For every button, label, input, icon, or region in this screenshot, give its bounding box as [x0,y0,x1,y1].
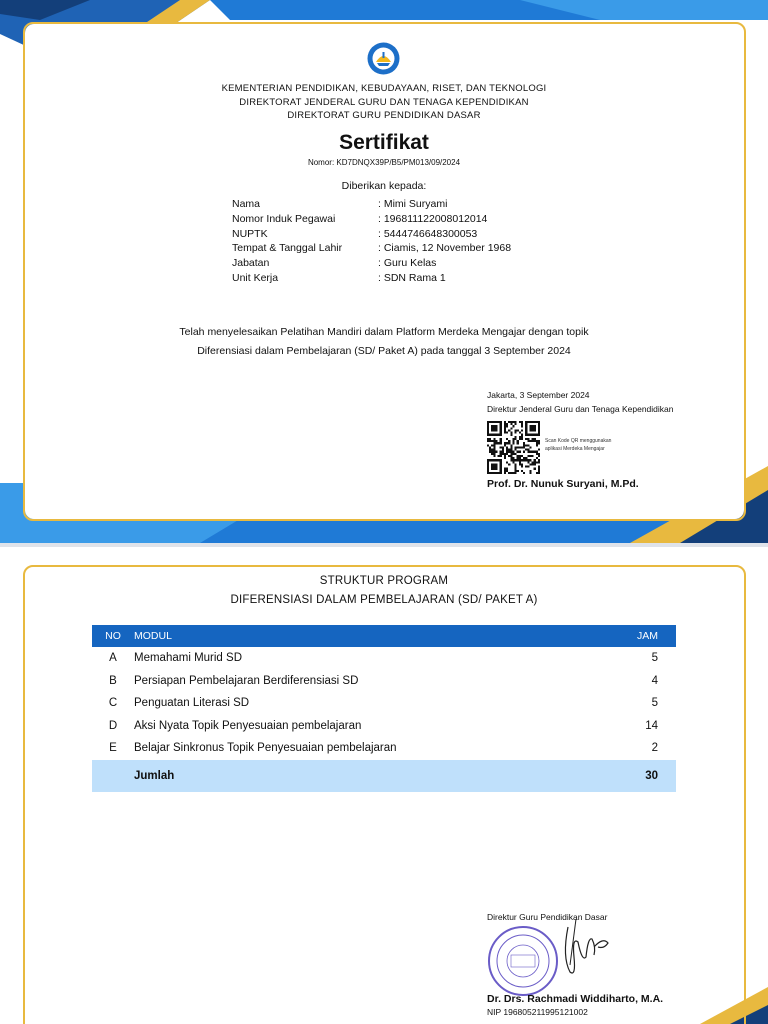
info-row-nuptk [232,228,562,243]
total-label: Jumlah [134,760,608,792]
info-row-jabatan [232,257,562,272]
info-label: NUPTK [232,227,268,240]
info-label: Nomor Induk Pegawai [232,212,336,225]
table-row [92,692,676,715]
info-label: Jabatan [232,257,270,270]
info-row-nama [232,198,562,213]
signer-name-2: Dr. Drs. Rachmadi Widdiharto, M.A. [487,993,664,1005]
row-jam: 5 [651,697,658,710]
info-label: Tempat & Tanggal Lahir [232,242,343,255]
row-jam: 2 [651,742,658,755]
qr-note-line-2: aplikasi Merdeka Mengajar [545,446,605,452]
module-table [92,625,676,792]
description-line-1: Telah menyelesaikan Pelatihan Mandiri dalam Platform Merdeka Mengajar dengan topik [179,326,589,338]
row-no: D [108,719,118,732]
info-label: Nama [232,198,261,210]
info-row-nip [232,213,562,228]
header-modul: MODUL [134,625,608,647]
ministry-logo [367,42,400,75]
table-row [92,647,676,670]
signer-title: Direktur Jenderal Guru dan Tenaga Kependidikan [487,404,674,414]
row-jam: 4 [651,674,658,687]
recipient-info [232,198,562,287]
row-modul: Penguatan Literasi SD [134,697,250,710]
header-no: NO [92,625,134,647]
signer-name: Prof. Dr. Nunuk Suryani, M.Pd. [487,478,639,490]
row-no: A [109,652,117,665]
program-page [0,547,768,1024]
info-value: : Mimi Suryami [378,198,448,210]
info-value: : 196811122008012014 [378,212,488,225]
ministry-line-3: DIREKTORAT GURU PENDIDIKAN DASAR [287,110,481,121]
info-label: Unit Kerja [232,271,279,284]
program-title-1: STRUKTUR PROGRAM [319,575,449,587]
info-value: : 5444746648300053 [378,227,478,240]
total-value: 30 [608,760,676,792]
row-modul: Aksi Nyata Topik Penyesuaian pembelajaran [134,719,362,732]
info-row-birth [232,242,562,257]
info-value: : Guru Kelas [378,257,437,270]
signer-title-2: Direktur Guru Pendidikan Dasar [487,912,608,922]
header-jam: JAM [608,625,676,647]
row-modul: Persiapan Pembelajaran Berdiferensiasi SD [134,674,359,687]
program-title-2: DIFERENSIASI DALAM PEMBELAJARAN (SD/ PAKET A) [230,594,538,606]
given-to-label: Diberikan kepada: [341,180,427,192]
table-row [92,715,676,738]
info-value: : Ciamis, 12 November 1968 [378,242,512,255]
qr-note-line-1: Scan Kode QR menggunakan [545,438,612,444]
certificate-number: Nomor: KD7DNQX39P/B5/PM013/09/2024 [307,158,461,167]
table-row [92,737,676,760]
signer-nip: NIP 196805211995121002 [487,1007,588,1017]
row-jam: 14 [645,719,658,732]
row-modul: Memahami Murid SD [134,652,242,665]
info-value: : SDN Rama 1 [378,271,446,284]
description-line-2: Diferensiasi dalam Pembelajaran (SD/ Paket A) pada tanggal 3 September 2024 [197,345,571,357]
handwritten-signature [548,917,618,987]
qr-code[interactable] [487,421,540,474]
total-row [92,760,676,792]
row-jam: 5 [651,652,658,665]
certificate-title: Sertifikat [339,131,429,154]
row-no: C [108,697,118,710]
ministry-line-2: DIREKTORAT JENDERAL GURU DAN TENAGA KEPENDIDIKAN [239,97,529,108]
info-row-unit [232,272,562,287]
row-modul: Belajar Sinkronus Topik Penyesuaian pembelajaran [134,742,397,755]
place-date: Jakarta, 3 September 2024 [487,390,590,400]
table-header [92,625,676,647]
ministry-line-1: KEMENTERIAN PENDIDIKAN, KEBUDAYAAN, RISET, DAN TEKNOLOGI [221,83,547,94]
row-no: E [109,742,117,755]
row-no: B [109,674,117,687]
table-row [92,670,676,693]
